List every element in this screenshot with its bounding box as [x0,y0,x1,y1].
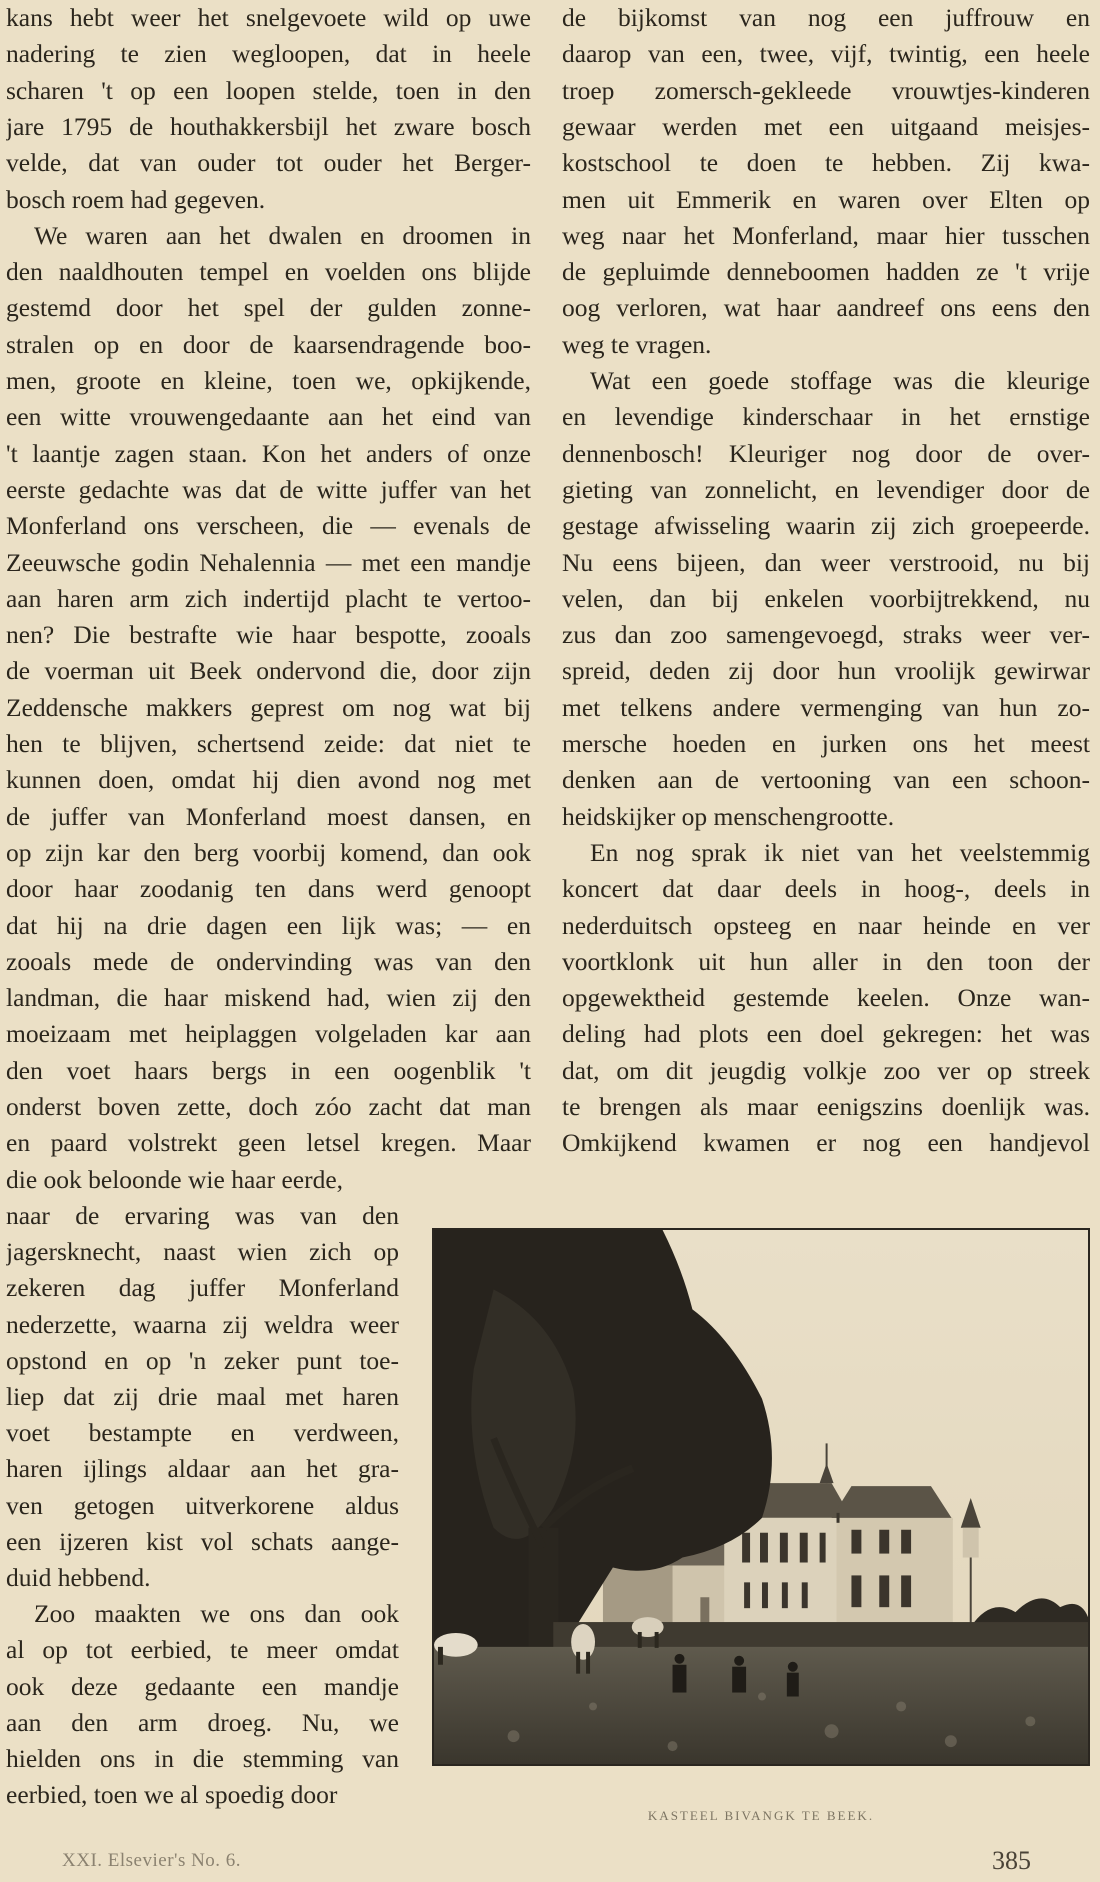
text-line: liep dat zij drie maal met haren [6,1382,399,1411]
text-line: een ijzeren kist vol schats aange- [6,1526,399,1556]
castle-photo-illustration [434,1230,1088,1764]
text-line: duid hebbend. [6,1563,151,1592]
text-line: oog verloren, wat haar aandreef ons eens den [562,293,1090,323]
journal-reference: XXI. Elsevier's No. 6. [62,1850,242,1871]
text-line: jagersknecht, naast wien zich op [6,1237,399,1267]
text-line: scharen 't op een loopen stelde, toen in den [6,75,531,105]
text-line: daarop van een, twee, vijf, twintig, een heele [562,39,1090,69]
text-line: hen te blijven, schertsend zeide: dat niet te [6,729,531,758]
text-line: onderst boven zette, doch zóo zacht dat man [6,1092,531,1121]
text-line: zus dan zoo samengevoegd, straks weer ver- [562,620,1090,650]
page-number: 385 [992,1846,1031,1875]
text-line: haren ijlings aldaar aan het gra- [6,1454,399,1484]
text-line: dat hij na drie dagen een lijk was; — en [6,910,531,940]
text-line: aan haren arm zich indertijd placht te vertoo- [6,583,531,613]
text-line: weg naar het Monferland, maar hier tusschen [562,220,1090,250]
text-line: nederzette, waarna zij weldra weer [6,1309,399,1339]
text-line: Wat een goede stoffage was die kleurige [590,366,1090,395]
text-line: nederduitsch opsteeg en naar heinde en ver [562,910,1090,940]
text-line: kunnen doen, omdat hij dien avond nog met [6,765,531,795]
text-line: Zeeuwsche godin Nehalennia — met een mandje [6,547,531,577]
text-line: dat, om dit jeugdig volkje zoo ver op streek [562,1055,1090,1085]
text-line: We waren aan het dwalen en droomen in [34,220,531,250]
text-line: eerste gedachte was dat de witte juffer van het [6,474,531,504]
text-line: zooals mede de ondervinding was van den [6,946,531,976]
text-line: nadering te zien wegloopen, dat in heele [6,39,531,69]
text-line: dennenbosch! Kleuriger nog door de over- [562,438,1090,468]
text-line: op zijn kar den berg voorbij komend, dan ook [6,837,531,867]
text-line: met telkens andere vermenging van hun zo- [562,692,1090,722]
text-line: moeizaam met heiplaggen volgeladen kar aan [6,1019,531,1049]
text-line: kans hebt weer het snelgevoete wild op uwe [6,3,531,32]
text-line: naar de ervaring was van den [6,1201,399,1230]
text-line: opstond en op 'n zeker punt toe- [6,1345,399,1375]
text-line: Monferland ons verscheen, die — evenals de [6,511,531,541]
text-line: landman, die haar miskend had, wien zij den [6,983,531,1013]
text-line: velen, dan bij enkelen voorbijtrekkend, nu [562,583,1090,613]
text-line: den voet haars bergs in een oogenblik 't [6,1055,531,1085]
castle-photograph [432,1228,1090,1766]
text-line: troep zomersch-gekleede vrouwtjes-kinderen [562,75,1090,105]
text-line: men, groote en kleine, toen we, opkijkende, [6,366,531,395]
text-line: voortklonk uit hun aller in den toon der [562,946,1090,976]
text-line: koncert dat daar deels in hoog-, deels in [562,874,1090,904]
text-line: Nu eens bijeen, dan weer verstrooid, nu bij [562,547,1090,577]
text-line: die ook beloonde wie haar eerde, [6,1164,344,1194]
text-line: men uit Emmerik en waren over Elten op [562,184,1090,214]
text-line: gestage afwisseling waarin zij zich groepeerde. [562,511,1090,541]
text-line: En nog sprak ik niet van het veelstemmig [590,837,1090,867]
text-line: Omkijkend kwamen er nog een handjevol [562,1128,1090,1158]
text-line: voet bestampte en verdween, [6,1418,399,1448]
text-line: Zeddensche makkers geprest om nog wat bij [6,692,531,722]
text-line: den naaldhouten tempel en voelden ons blijde [6,257,531,287]
text-line: eerbied, toen we al spoedig door [6,1780,338,1810]
text-line: de gepluimde denneboomen hadden ze 't vrije [562,257,1090,287]
text-line: gewaar werden met een uitgaand meisjes- [562,111,1090,141]
text-line: velde, dat van ouder tot ouder het Berger- [6,148,531,178]
text-line: stralen op en door de kaarsendragende boo- [6,329,531,359]
text-line: jare 1795 de houthakkersbijl het zware bosch [6,111,531,141]
text-line: de voerman uit Beek ondervond die, door zijn [6,656,531,686]
text-line: opgewektheid gestemde keelen. Onze wan- [562,983,1090,1013]
text-line: door haar zoodanig ten dans werd genoopt [6,874,531,904]
text-line: ven getogen uitverkorene aldus [6,1490,399,1520]
text-line: een witte vrouwengedaante aan het eind van [6,402,531,432]
figure-caption: KASTEEL BIVANGK TE BEEK. [647,1808,875,1823]
text-line: nen? Die bestrafte wie haar bespotte, zooals [6,620,531,650]
text-line: mersche hoeden en jurken ons het meest [562,729,1090,758]
text-line: weg te vragen. [562,329,712,359]
text-line: denken aan de vertooning van een schoon- [562,765,1090,795]
text-line: de juffer van Monferland moest dansen, en [6,801,531,831]
text-line: te brengen als maar eenigszins doenlijk was. [562,1092,1090,1121]
meadow [434,1647,1088,1764]
text-line: kostschool te doen te hebben. Zij kwa- [562,148,1090,178]
text-line: de bijkomst van nog een juffrouw en [562,3,1090,32]
text-line: en levendige kinderschaar in het ernstige [562,402,1090,432]
text-line: ook deze gedaante een mandje [6,1671,399,1701]
text-line: en paard volstrekt geen letsel kregen. Maar [6,1128,531,1158]
text-line: 't laantje zagen staan. Kon het anders of onze [6,438,531,468]
text-line: gieting van zonnelicht, en levendiger door de [562,474,1090,504]
text-line: zekeren dag juffer Monferland [6,1273,399,1303]
text-line: spreid, deden zij door hun vroolijk gewirwar [562,656,1090,686]
text-line: aan den arm droeg. Nu, we [6,1707,399,1737]
text-line: bosch roem had gegeven. [6,184,266,214]
text-line: gestemd door het spel der gulden zonne- [6,293,531,323]
text-line: heidskijker op menschengrootte. [562,801,895,831]
text-line: deling had plots een doel gekregen: het was [562,1019,1090,1049]
text-line: Zoo maakten we ons dan ook [34,1599,399,1629]
text-line: al op tot eerbied, te meer omdat [6,1635,399,1665]
text-line: hielden ons in die stemming van [6,1744,399,1773]
